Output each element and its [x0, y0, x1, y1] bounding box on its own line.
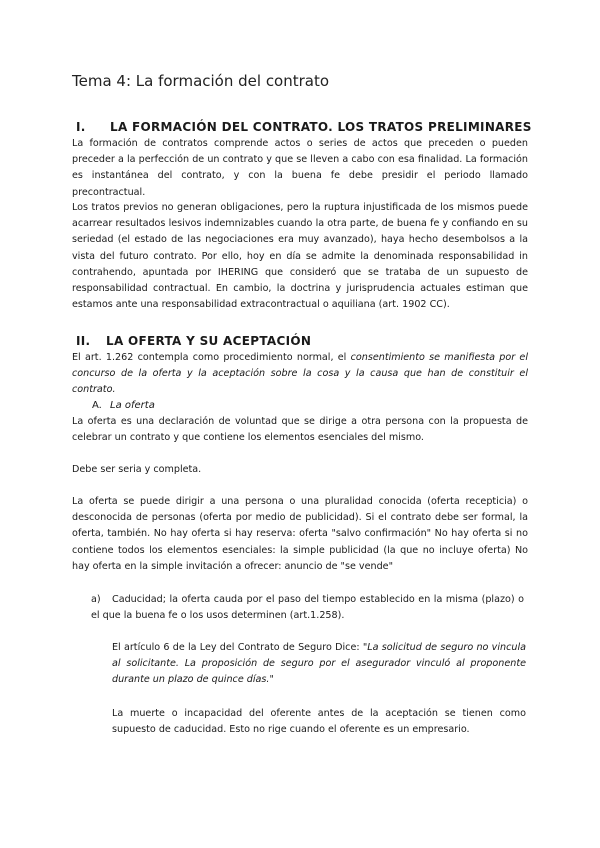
subsection-a-paragraph-3: La oferta se puede dirigir a una persona o una pluralidad conocida (oferta recepticia) o desconocida de personas (oferta por medio de publicidad). Si el contrato debe ser formal, la oferta, también. No hay oferta si hay reserva: oferta "salvo confirmación" No hay oferta si no contiene todos los elementos esenciales: la simple publicidad (la que no incluye oferta) No hay oferta en la simple invitación a ofrecer: anuncio de "se vende"	[72, 496, 528, 572]
section-2-intro-text: El art. 1.262 contempla como procedimiento normal, el	[72, 352, 351, 363]
list-item-a-paragraph-last: La muerte o incapacidad del oferente antes de la aceptación se tienen como supuesto de caducidad. Esto no rige cuando el oferente es un empresario.	[112, 708, 526, 736]
subsection-a-heading	[92, 400, 155, 411]
section-1-title: LA FORMACIÓN DEL CONTRATO. LOS TRATOS PRELIMINARES	[110, 120, 532, 134]
section-1-paragraph-2: Los tratos previos no generan obligaciones, pero la ruptura injustificada de los mismos puede acarrear resultados lesivos indemnizables cuando la otra parte, de buena fe y confiando en su seriedad (el estado de las negociaciones era muy avanzado), haya hecho desembolsos a la vista del futuro contrato. Por ello, hoy en día se admite la denominada responsabilidad in contrahendo, apuntada por IHERING que consideró que se trataba de un supuesto de responsabilidad contractual. En cambio, la doctrina y jurisprudencia actuales estiman que estamos ante una responsabilidad extracontractual o aquiliana (art. 1902 CC).	[72, 202, 528, 311]
subsection-a-title: La oferta	[110, 400, 155, 411]
section-2-number: II.	[76, 334, 91, 348]
subsection-a-letter: A.	[92, 400, 102, 411]
section-2-title: LA OFERTA Y SU ACEPTACIÓN	[106, 334, 312, 348]
quote-end: "	[269, 674, 274, 686]
section-1-paragraph-1: La formación de contratos comprende actos o series de actos que preceden o pueden preceder a la perfección de un contrato y que se lleven a cabo con esa finalidad. La formación es instantánea del contrato, y con la buena fe debe presidir el periodo llamado precontractual.	[72, 138, 528, 198]
list-item-a-text: Caducidad; la oferta cauda por el paso del tiempo establecido en la misma (plazo) o el que la buena fe o los usos determinen (art.1.258).	[91, 594, 524, 622]
subsection-a-paragraph-1: La oferta es una declaración de voluntad que se dirige a otra persona con la propuesta de celebrar un contrato y que contiene los elementos esenciales del mismo.	[72, 416, 528, 444]
section-2-intro-italic: consentimiento se manifiesta por el concurso de la oferta y la aceptación sobre la cosa y la causa que han de constituir el contrato.	[72, 352, 529, 396]
list-item-a-label: a)	[91, 594, 101, 605]
page-title: Tema 4: La formación del contrato	[72, 72, 330, 90]
section-2-intro	[72, 350, 528, 399]
list-item-a	[91, 592, 524, 624]
quote-italic: La solicitud de seguro no vincula al solicitante. La proposición de seguro por el asegurador vinculó al proponente durante un plazo de quince días.	[112, 642, 526, 686]
list-item-a-quote	[112, 640, 526, 689]
quote-text: El artículo 6 de la Ley del Contrato de Seguro Dice: "	[112, 642, 368, 653]
subsection-a-paragraph-2: Debe ser seria y completa.	[72, 464, 202, 475]
section-1-number: I.	[76, 120, 86, 134]
section-2-heading	[76, 334, 311, 348]
section-1-heading	[76, 120, 532, 134]
